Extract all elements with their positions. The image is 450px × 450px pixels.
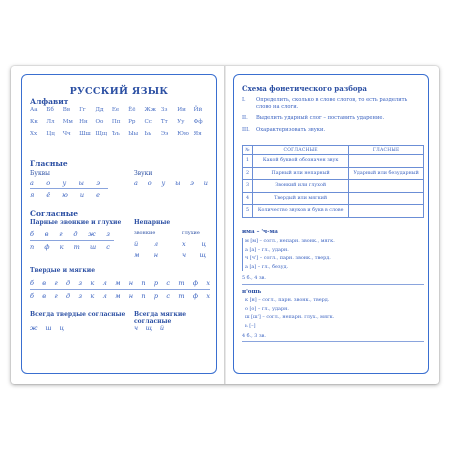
step-text: Охарактеризовать звуки. — [256, 127, 326, 133]
letter: ч — [134, 324, 139, 332]
letter: в — [44, 230, 49, 238]
left-page — [21, 74, 217, 374]
table-cell: Звонкий или глухой — [253, 180, 349, 193]
letter: о — [147, 179, 152, 187]
alphabet-letter: Юю — [177, 131, 189, 137]
table-cell — [349, 180, 424, 193]
alphabet-letter: Гг — [79, 107, 86, 113]
letter: ф — [44, 243, 50, 251]
always-hard-label: Всегда твердые согласные — [30, 311, 126, 318]
notebook-spine — [224, 66, 226, 384]
alphabet-letter: Шш — [79, 131, 91, 137]
scheme-title: Схема фонетического разбора — [242, 84, 367, 93]
alphabet-letter: Жж — [144, 107, 156, 113]
divider — [30, 289, 210, 290]
hard-soft-row — [30, 279, 210, 287]
letter: г — [54, 292, 58, 300]
table-cell: Какой буквой обозначен звук — [253, 155, 349, 168]
letter: у — [161, 179, 166, 187]
letter: ф — [192, 292, 198, 300]
letter: р — [153, 279, 159, 287]
voiceless-label: глухие — [182, 230, 200, 236]
letter: ё — [46, 191, 51, 199]
letter: г — [54, 279, 58, 287]
letter: д — [66, 292, 71, 300]
letter: м — [134, 251, 140, 259]
letter: б — [30, 230, 34, 238]
alphabet-letter: Вв — [62, 107, 70, 113]
example-word-1: има – 'ч-ма — [242, 229, 278, 235]
alphabet-letter: Кк — [30, 119, 38, 125]
sounds-label: Звуки — [134, 170, 153, 177]
letter: п — [30, 243, 35, 251]
letter: н — [153, 251, 158, 259]
letter: л — [102, 292, 107, 300]
letter: п — [141, 292, 146, 300]
table-cell: 5 — [243, 205, 253, 218]
letter: п — [141, 279, 146, 287]
unpaired-voiced-row — [134, 240, 158, 248]
table-cell: 2 — [243, 167, 253, 180]
letter: к — [90, 279, 95, 287]
unpaired-voiced-row — [134, 251, 158, 259]
letter: ш — [89, 243, 97, 251]
alphabet-letter: Яя — [193, 131, 202, 137]
step-item — [242, 97, 424, 111]
unpaired-voiceless-row — [182, 251, 206, 259]
always-soft-row — [134, 324, 164, 332]
table-row — [243, 205, 424, 218]
consonants-heading: Согласные — [30, 209, 79, 218]
letter: э — [190, 179, 194, 187]
letter: щ — [199, 251, 206, 259]
letter: я — [30, 191, 35, 199]
alphabet-letter: Чч — [62, 131, 71, 137]
letter: о — [46, 179, 51, 187]
always-soft-label: Всегда мягкие согласные — [134, 311, 187, 325]
letter: м — [115, 279, 121, 287]
example-1-bracket — [242, 238, 424, 271]
alphabet-letter: Уу — [177, 119, 185, 125]
letter: р — [153, 292, 159, 300]
alphabet-letter: Ии — [177, 107, 186, 113]
table-row — [243, 180, 424, 193]
letter: з — [78, 292, 83, 300]
step-item — [242, 115, 424, 122]
alphabet-letter: Нн — [79, 119, 88, 125]
alphabet-letter: Цц — [46, 131, 55, 137]
letter: э — [96, 179, 100, 187]
table-cell: Ударный или безударный — [349, 167, 424, 180]
letter: ю — [62, 191, 68, 199]
vowel-letters-row — [30, 179, 100, 187]
step-number: I. — [242, 97, 246, 103]
example-1-count: 5 б., 4 зв. — [242, 275, 266, 281]
vowels-heading: Гласные — [30, 159, 68, 168]
letter: ц — [201, 240, 206, 248]
step-item — [242, 127, 424, 134]
alphabet-letter: Бб — [46, 107, 54, 113]
col-header-vowels: ГЛАСНЫЕ — [349, 146, 424, 155]
table-cell: Парный или непарный — [253, 167, 349, 180]
letter: н — [128, 292, 134, 300]
letter: щ — [145, 324, 153, 332]
alphabet-letter: Оо — [95, 119, 104, 125]
letter: м — [115, 292, 121, 300]
divider — [30, 188, 108, 189]
letter: х — [206, 279, 210, 287]
paired-consonants-row — [30, 230, 110, 238]
table-cell — [349, 155, 424, 168]
alphabet-letter: Пп — [111, 119, 121, 125]
unpaired-label: Непарные — [134, 219, 171, 226]
letter: н — [128, 279, 134, 287]
letter: а — [134, 179, 138, 187]
divider — [242, 284, 424, 285]
alphabet-letter: Сс — [144, 119, 152, 125]
letter: т — [73, 243, 80, 251]
letter: к — [90, 292, 95, 300]
alphabet-letter: Ьь — [144, 131, 152, 137]
alphabet-letter: Аа — [30, 107, 38, 113]
letter: г — [59, 230, 63, 238]
paired-label: Парные звонкие и глухие — [30, 219, 122, 226]
alphabet-letter: Фф — [193, 119, 203, 125]
always-hard-row — [30, 324, 64, 332]
alphabet-letter: Лл — [46, 119, 55, 125]
letter: ж — [88, 230, 96, 238]
table-cell: 3 — [243, 180, 253, 193]
letter: ы — [175, 179, 181, 187]
letter: ф — [192, 279, 198, 287]
letter: т — [178, 279, 185, 287]
example-line: а [а] – гл., ударн. — [245, 246, 289, 253]
example-line: к [н] – согл., парн. звонк., тверд. — [245, 297, 330, 303]
table-cell: Твердый или мягкий — [253, 192, 349, 205]
step-text: Выделить ударный слог – поставить ударение. — [256, 115, 385, 121]
alphabet-letter: Тт — [160, 119, 168, 125]
example-line: о [о] – гл., ударн. — [245, 305, 289, 312]
example-word-2: н'ошь — [242, 289, 262, 295]
alphabet-grid — [30, 107, 210, 137]
letter: д — [66, 279, 71, 287]
letter: б — [30, 279, 34, 287]
letter: и — [203, 179, 208, 187]
table-cell: Количество звуков и букв в слове — [253, 205, 349, 218]
alphabet-letter: Рр — [128, 119, 136, 125]
letters-label: Буквы — [30, 170, 50, 177]
alphabet-letter: Мм — [62, 119, 73, 125]
table-row — [243, 167, 424, 180]
letter: с — [106, 243, 110, 251]
table-header-row — [243, 146, 424, 155]
hard-soft-label: Твердые и мягкие — [30, 267, 96, 274]
letter: ш — [45, 324, 52, 332]
notebook-spread — [11, 66, 439, 384]
example-line: ь [–] — [245, 322, 256, 329]
step-number: II. — [242, 115, 248, 121]
letter: л — [153, 240, 158, 248]
vowel-sounds-row — [134, 179, 208, 187]
table-cell: 4 — [243, 192, 253, 205]
alphabet-letter: Ъъ — [111, 131, 120, 137]
letter: й — [159, 324, 164, 332]
letter: х — [182, 240, 186, 248]
phonetic-table — [242, 145, 424, 218]
voiced-label: звонкие — [134, 230, 156, 236]
table-row — [243, 192, 424, 205]
alphabet-letter: Ээ — [160, 131, 169, 137]
example-line: а [а] – гл., безуд. — [245, 263, 289, 270]
table-cell — [349, 205, 424, 218]
example-line: м [м] – согл., непарн. звонк., мягк. — [245, 238, 335, 244]
col-header-consonants: СОГЛАСНЫЕ — [253, 146, 349, 155]
letter: й — [134, 240, 139, 248]
alphabet-letter: Ёё — [128, 107, 136, 113]
letter: д — [73, 230, 78, 238]
letter: б — [30, 292, 34, 300]
letter: и — [79, 191, 85, 199]
letter: л — [102, 279, 107, 287]
letter: з — [78, 279, 83, 287]
letter: з — [106, 230, 110, 238]
example-2-count: 4 б., 3 зв. — [242, 333, 266, 339]
table-row — [243, 155, 424, 168]
letter: к — [59, 243, 64, 251]
alphabet-letter: Ыы — [128, 131, 139, 137]
step-number: III. — [242, 127, 250, 133]
alphabet-letter: Хх — [30, 131, 38, 137]
alphabet-letter: Йй — [193, 107, 203, 113]
letter: т — [178, 292, 185, 300]
letter: в — [42, 292, 47, 300]
col-header-number: № — [243, 146, 253, 155]
page-title: РУССКИЙ ЯЗЫК — [69, 86, 169, 97]
letter: х — [206, 292, 210, 300]
right-page — [233, 74, 429, 374]
letter: ж — [30, 324, 38, 332]
letter: ы — [78, 179, 84, 187]
letter: ч — [182, 251, 187, 259]
divider — [242, 341, 424, 342]
table-cell — [349, 192, 424, 205]
letter: ц — [59, 324, 64, 332]
example-line: ч [ч'] – согл., парн. звонк., тверд. — [245, 255, 331, 261]
letter: с — [166, 279, 171, 287]
step-text: Определить, сколько в слове слогов, то есть разделить слово на слоги. — [256, 97, 408, 110]
alphabet-letter: Щщ — [95, 131, 108, 137]
alphabet-letter: Ее — [111, 107, 120, 113]
unpaired-voiceless-row — [182, 240, 206, 248]
letter: с — [166, 292, 171, 300]
vowel-letters-row — [30, 191, 100, 199]
alphabet-letter: Зз — [160, 107, 168, 113]
letter: в — [42, 279, 47, 287]
alphabet-letter: Дд — [95, 107, 104, 113]
alphabet-heading: Алфавит — [30, 97, 69, 106]
letter: а — [30, 179, 34, 187]
letter: у — [62, 179, 67, 187]
divider — [30, 240, 114, 241]
table-cell: 1 — [243, 155, 253, 168]
hard-soft-row — [30, 292, 210, 300]
example-line: ш [ш'] – согл., непарн. глух., мягк. — [245, 314, 335, 320]
paired-consonants-row — [30, 243, 110, 251]
letter: е — [96, 191, 100, 199]
